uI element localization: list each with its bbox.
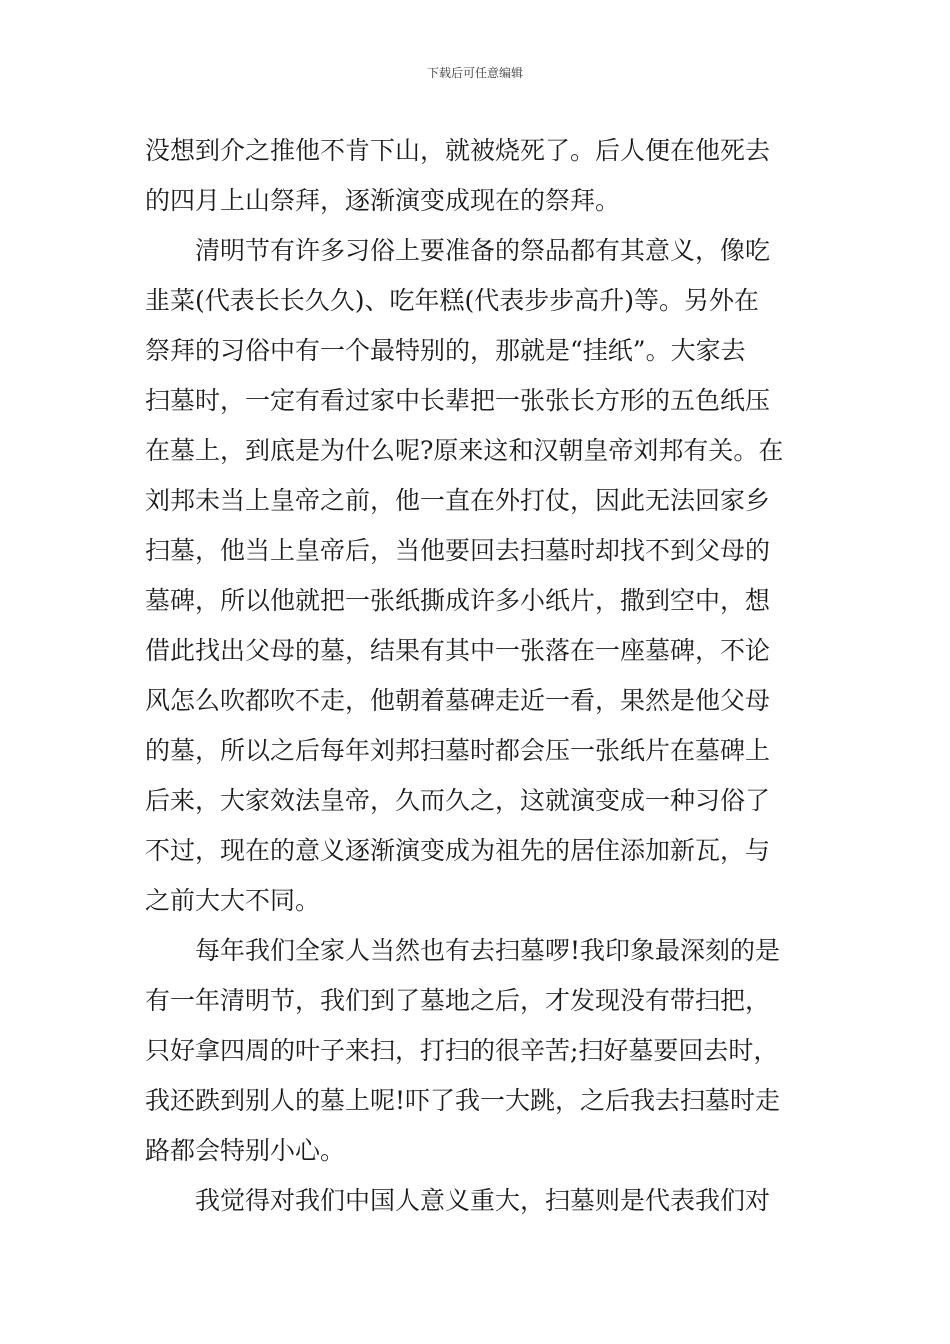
text-line: 刘邦未当上皇帝之前，他一直在外打仗，因此无法回家乡 bbox=[145, 486, 771, 515]
document-body bbox=[145, 126, 810, 1226]
text-line: 路都会特别小心。 bbox=[145, 1136, 346, 1165]
text-line: 借此找出父母的墓，结果有其中一张落在一座墓碑，不论 bbox=[145, 636, 771, 665]
page-header: 下载后可任意编辑 bbox=[426, 66, 523, 80]
text-line: 韭菜(代表长长久久)、吃年糕(代表步步高升)等。另外在 bbox=[145, 286, 760, 315]
text-line: 墓碑，所以他就把一张纸撕成许多小纸片，撒到空中，想 bbox=[145, 586, 771, 615]
text-line: 扫墓，他当上皇帝后，当他要回去扫墓时却找不到父母的 bbox=[145, 536, 771, 565]
text-line: 只好拿四周的叶子来扫，打扫的很辛苦;扫好墓要回去时， bbox=[145, 1036, 779, 1065]
text-line: 在墓上，到底是为什么呢?原来这和汉朝皇帝刘邦有关。在 bbox=[145, 436, 784, 465]
text-line: 每年我们全家人当然也有去扫墓啰!我印象最深刻的是 bbox=[195, 936, 781, 965]
text-line: 的四月上山祭拜，逐渐演变成现在的祭拜。 bbox=[145, 186, 621, 215]
text-line: 后来，大家效法皇帝，久而久之，这就演变成一种习俗了 bbox=[145, 786, 771, 815]
text-line: 扫墓时，一定有看过家中长辈把一张张长方形的五色纸压 bbox=[145, 386, 771, 415]
text-line: 我觉得对我们中国人意义重大，扫墓则是代表我们对 bbox=[195, 1186, 771, 1215]
text-line: 祭拜的习俗中有一个最特别的，那就是“挂纸”。大家去 bbox=[145, 336, 746, 365]
text-line: 我还跌到别人的墓上呢!吓了我一大跳，之后我去扫墓时走 bbox=[145, 1086, 781, 1115]
text-line: 的墓，所以之后每年刘邦扫墓时都会压一张纸片在墓碑上 bbox=[145, 736, 771, 765]
text-line: 没想到介之推他不肯下山，就被烧死了。后人便在他死去 bbox=[145, 136, 771, 165]
text-line: 之前大大不同。 bbox=[145, 886, 321, 915]
text-line: 不过，现在的意义逐渐演变成为祖先的居住添加新瓦，与 bbox=[145, 836, 771, 865]
text-line: 有一年清明节，我们到了墓地之后，才发现没有带扫把， bbox=[145, 986, 771, 1015]
text-line: 清明节有许多习俗上要准备的祭品都有其意义，像吃 bbox=[195, 236, 771, 265]
text-line: 风怎么吹都吹不走，他朝着墓碑走近一看，果然是他父母 bbox=[145, 686, 771, 715]
